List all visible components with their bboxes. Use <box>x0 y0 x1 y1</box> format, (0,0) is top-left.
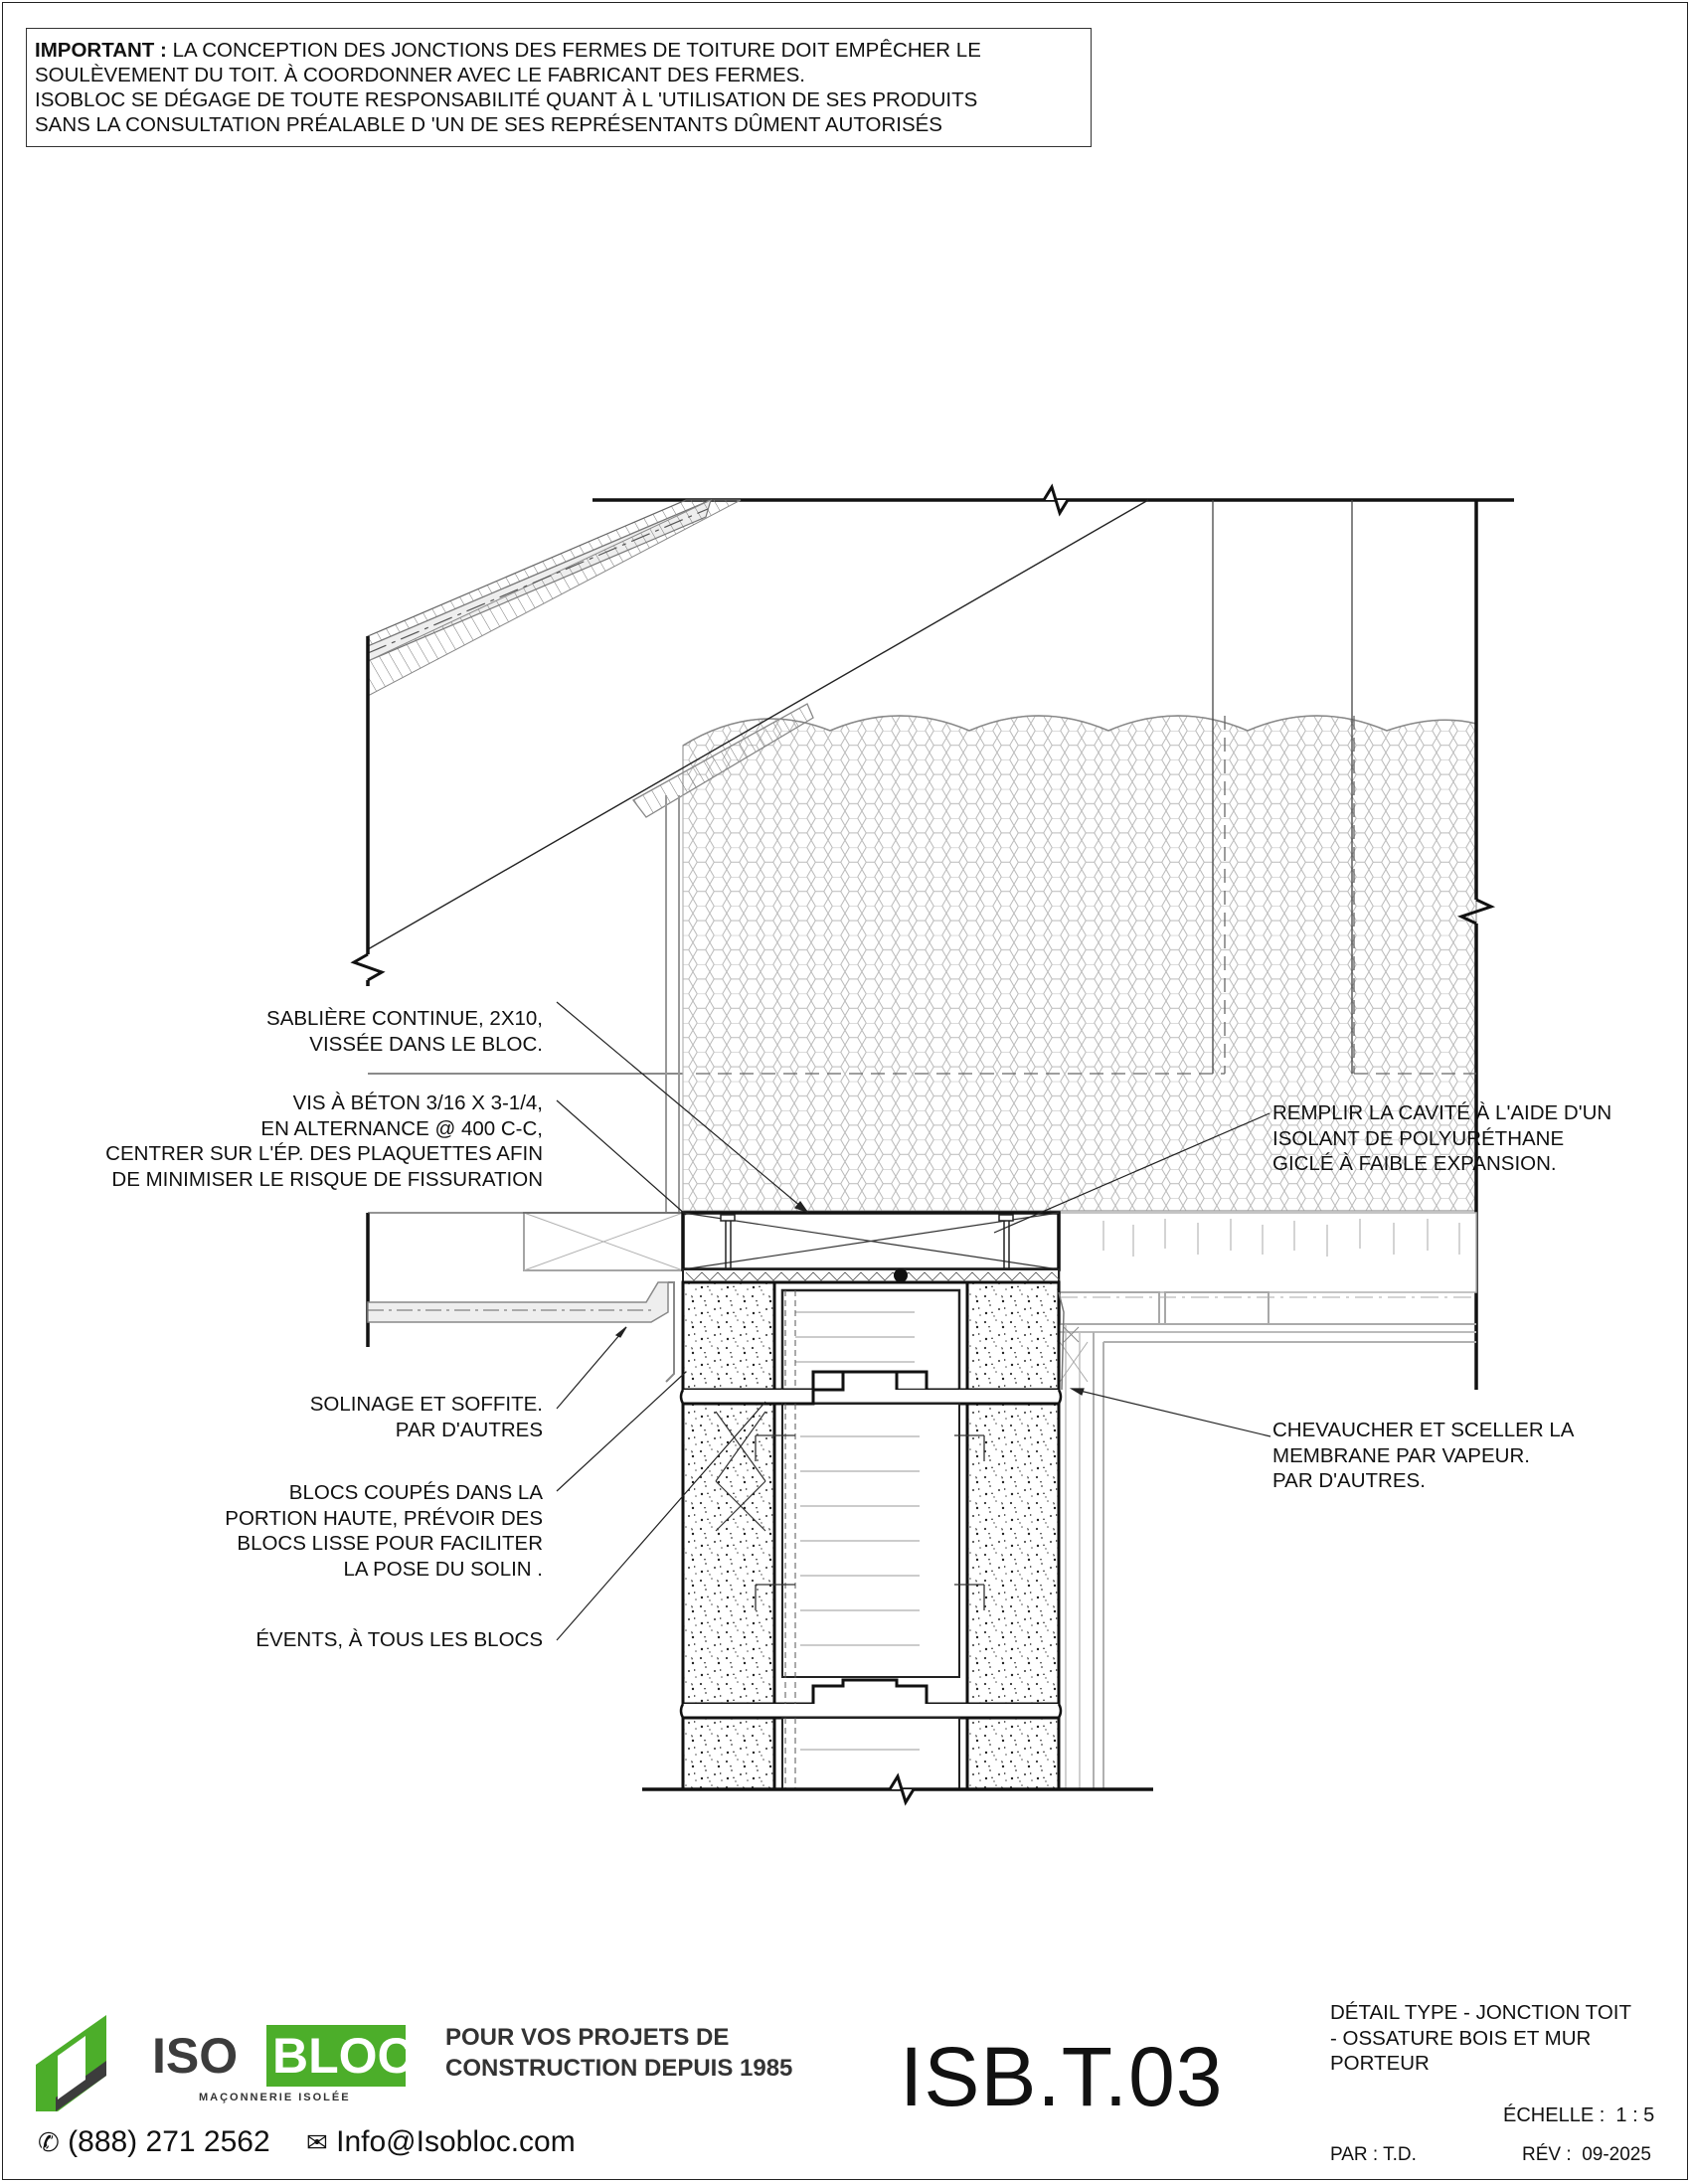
phone-contact[interactable] <box>38 2125 270 2159</box>
brand-iso: ISO <box>152 2028 239 2084</box>
brand-sub: MAÇONNERIE ISOLÉE <box>199 2092 351 2103</box>
sheet-number: ISB.T.03 <box>900 2030 1224 2123</box>
important-line-3: ISOBLOC SE DÉGAGE DE TOUTE RESPONSABILITÉ QUANT À L 'UTILISATION DE SES PRODUITS <box>35 88 978 111</box>
brand-bloc: BLOC <box>272 2028 414 2084</box>
revision: RÉV : 09-2025 <box>1522 2144 1651 2165</box>
important-lead: IMPORTANT : <box>35 39 167 62</box>
drawn-by: PAR : T.D. <box>1330 2144 1417 2165</box>
email-contact[interactable] <box>306 2125 576 2159</box>
label-blocs-coupes: BLOCS COUPÉS DANS LA PORTION HAUTE, PRÉVOIR DES BLOCS LISSE POUR FACILITER LA POSE DU SOLIN . <box>225 1481 543 1581</box>
tagline: POUR VOS PROJETS DE CONSTRUCTION DEPUIS 1985 <box>445 2024 793 2082</box>
envelope-icon: ✉ <box>306 2127 328 2157</box>
phone-number: (888) 271 2562 <box>68 2125 270 2158</box>
label-remplir-cavite: REMPLIR LA CAVITÉ À L'AIDE D'UN ISOLANT DE POLYURÉTHANE GICLÉ À FAIBLE EXPANSION. <box>1272 1101 1612 1175</box>
important-line-4: SANS LA CONSULTATION PRÉALABLE D 'UN DE SES REPRÉSENTANTS DÛMENT AUTORISÉS <box>35 113 942 136</box>
important-line-1: LA CONCEPTION DES JONCTIONS DES FERMES DE TOITURE DOIT EMPÊCHER LE <box>172 39 981 62</box>
scale: ÉCHELLE : 1 : 5 <box>1503 2104 1655 2126</box>
label-chevaucher: CHEVAUCHER ET SCELLER LA MEMBRANE PAR VAPEUR. PAR D'AUTRES. <box>1272 1419 1575 1492</box>
isobloc-logo-icon <box>36 2015 106 2111</box>
drawing-title: DÉTAIL TYPE - JONCTION TOIT - OSSATURE BOIS ET MUR PORTEUR <box>1330 2001 1631 2075</box>
label-sabliere: SABLIÈRE CONTINUE, 2X10, VISSÉE DANS LE BLOC. <box>266 1007 543 1056</box>
phone-icon: ✆ <box>38 2127 60 2157</box>
label-events: ÉVENTS, À TOUS LES BLOCS <box>255 1628 543 1651</box>
email-address: Info@Isobloc.com <box>336 2125 576 2158</box>
label-solinage: SOLINAGE ET SOFFITE. PAR D'AUTRES <box>309 1393 543 1441</box>
important-line-2: SOULÈVEMENT DU TOIT. À COORDONNER AVEC LE FABRICANT DES FERMES. <box>35 64 805 86</box>
label-vis-beton: VIS À BÉTON 3/16 X 3-1/4, EN ALTERNANCE @ 400 C-C, CENTRER SUR L'ÉP. DES PLAQUETTES AFIN DE MINIMISER LE RISQUE DE FISSURATION <box>105 1092 543 1191</box>
